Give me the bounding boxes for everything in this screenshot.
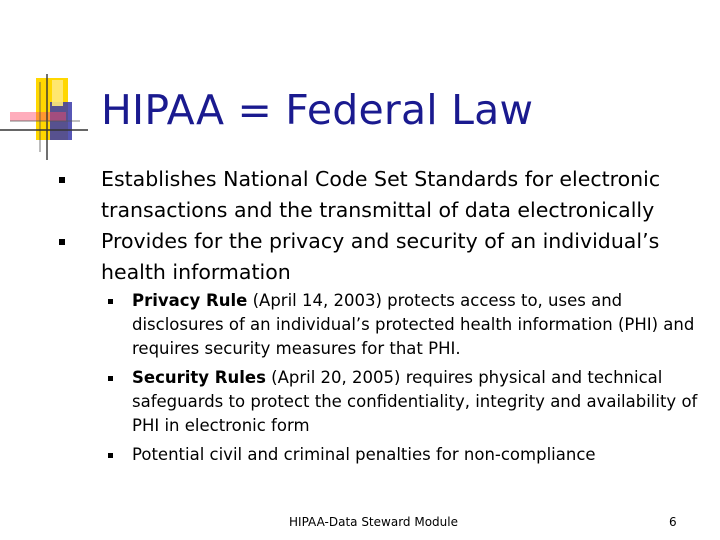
sub-bullet-text: Potential civil and criminal penalties for non-compliance [132,445,596,464]
bullet-text: Provides for the privacy and security of an individual’s health information [101,229,660,284]
page-number: 6 [669,515,677,529]
bullet-text: Establishes National Code Set Standards for electronic transactions and the transmittal of data electronically [101,167,661,222]
square-bullet-icon [108,453,113,458]
sub-bullet-item [132,366,707,438]
square-bullet-icon [108,376,113,381]
sub-bullet-text: (April 14, 2003) protects access to, uses and disclosures of an individual’s protected health information (PHI) and requires security measures for that PHI. [132,291,695,358]
sub-bullet-item [132,289,707,361]
bullet-item [101,226,701,288]
square-bullet-icon [108,299,113,304]
sub-bullet-item [132,443,707,467]
sub-bullet-bold: Security Rules [132,368,266,387]
sub-bullet-bold: Privacy Rule [132,291,248,310]
square-bullet-icon [59,177,65,183]
slide-footer: HIPAA-Data Steward Module [289,515,458,529]
slide-title: HIPAA = Federal Law [101,86,534,134]
sub-bullet-text: (April 20, 2005) requires physical and technical safeguards to protect the confidentiality, integrity and availability of PHI in electronic form [132,368,698,435]
bullet-item [101,164,701,226]
crosshair-decoration-icon [0,0,90,170]
square-bullet-icon [59,239,65,245]
